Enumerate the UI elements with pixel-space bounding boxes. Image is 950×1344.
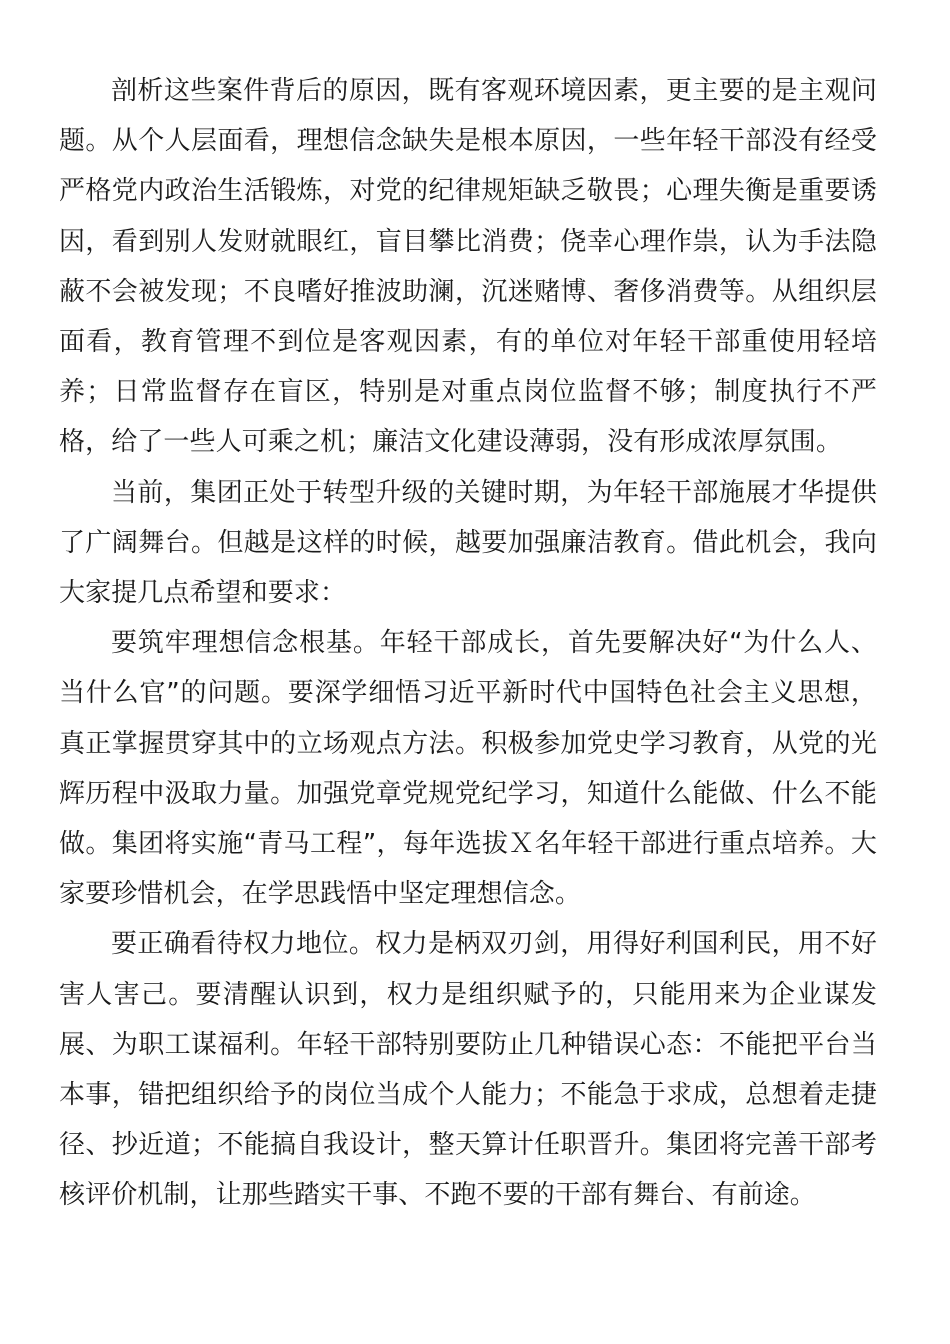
- paragraph-ideals-beliefs: 要筑牢理想信念根基。年轻干部成长，首先要解决好“为什么人、当什么官”的问题。要深学细悟习近平新时代中国特色社会主义思想，真正掌握贯穿其中的立场观点方法。积极参加党史学习教育，从党的光辉历程中汲取力量。加强党章党规党纪学习，知道什么能做、什么不能做。集团将实施“青马工程”，每年选拔Ｘ名年轻干部进行重点培养。大家要珍惜机会，在学思践悟中坚定理想信念。: [59, 628, 877, 910]
- document-page: [59, 66, 877, 1221]
- paragraph-current-situation: 当前，集团正处于转型升级的关键时期，为年轻干部施展才华提供了广阔舞台。但越是这样的时候，越要加强廉洁教育。借此机会，我向大家提几点希望和要求：: [59, 477, 877, 609]
- paragraph-causes-analysis: 剖析这些案件背后的原因，既有客观环境因素，更主要的是主观问题。从个人层面看，理想信念缺失是根本原因，一些年轻干部没有经受严格党内政治生活锻炼，对党的纪律规矩缺乏敬畏；心理失衡是重要诱因，看到别人发财就眼红，盲目攀比消费；侥幸心理作祟，认为手法隐蔽不会被发现；不良嗜好推波助澜，沉迷赌博、奢侈消费等。从组织层面看，教育管理不到位是客观因素，有的单位对年轻干部重使用轻培养；日常监督存在盲区，特别是对重点岗位监督不够；制度执行不严格，给了一些人可乘之机；廉洁文化建设薄弱，没有形成浓厚氛围。: [59, 76, 877, 458]
- paragraph-power-position: 要正确看待权力地位。权力是柄双刃剑，用得好利国利民，用不好害人害己。要清醒认识到，权力是组织赋予的，只能用来为企业谋发展、为职工谋福利。年轻干部特别要防止几种错误心态：不能把平台当本事，错把组织给予的岗位当成个人能力；不能急于求成，总想着走捷径、抄近道；不能搞自我设计，整天算计任职晋升。集团将完善干部考核评价机制，让那些踏实干事、不跑不要的干部有舞台、有前途。: [59, 929, 877, 1211]
